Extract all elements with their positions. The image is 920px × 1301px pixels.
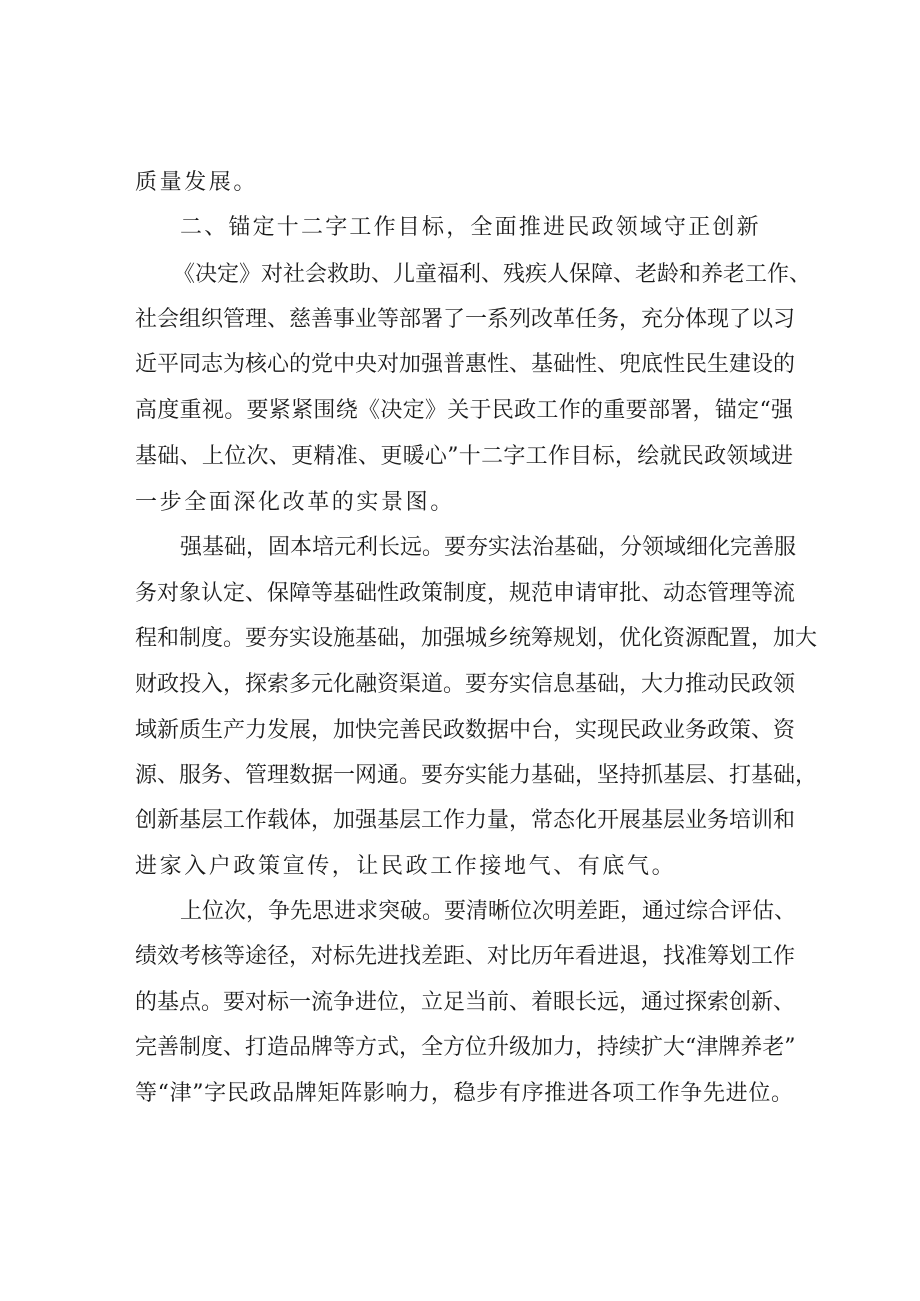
paragraph-line: 上位次，争先思进求突破。要清晰位次明差距，通过综合评估、 bbox=[180, 899, 797, 924]
paragraph-line: 的基点。要对标一流争进位，立足当前、着眼长远，通过探索创新、 bbox=[135, 990, 796, 1015]
paragraph-continuation-line: 质量发展。 bbox=[135, 170, 259, 195]
paragraph-line: 等“津”字民政品牌矩阵影响力，稳步有序推进各项工作争先进位。 bbox=[135, 1081, 793, 1106]
paragraph-line: 绩效考核等途径，对标先进找差距、对比历年看进退，找准筹划工作 bbox=[135, 944, 796, 969]
paragraph-line: 基础、上位次、更精准、更暖心”十二字工作目标，绘就民政领域进 bbox=[135, 444, 793, 469]
paragraph-line: 近平同志为核心的党中央对加强普惠性、基础性、兜底性民生建设的 bbox=[135, 352, 796, 377]
paragraph-line: 强基础，固本培元利长远。要夯实法治基础，分领域细化完善服 bbox=[180, 535, 797, 560]
paragraph-line: 财政投入，探索多元化融资渠道。要夯实信息基础，大力推动民政领 bbox=[135, 672, 796, 697]
paragraph-line: 社会组织管理、慈善事业等部署了一系列改革任务，充分体现了以习 bbox=[135, 307, 796, 332]
paragraph-line: 完善制度、打造品牌等方式，全方位升级加力，持续扩大“津牌养老” bbox=[135, 1035, 796, 1060]
paragraph-line: 创新基层工作载体，加强基层工作力量，常态化开展基层业务培训和 bbox=[135, 808, 796, 833]
paragraph-line: 《决定》对社会救助、儿童福利、残疾人保障、老龄和养老工作、 bbox=[173, 262, 812, 287]
paragraph-line: 域新质生产力发展，加快完善民政数据中台，实现民政业务政策、资 bbox=[135, 718, 796, 743]
paragraph-line: 高度重视。要紧紧围绕《决定》关于民政工作的重要部署，锚定“强 bbox=[135, 398, 793, 423]
paragraph-line: 务对象认定、保障等基础性政策制度，规范申请审批、动态管理等流 bbox=[135, 581, 796, 606]
section-heading: 二、锚定十二字工作目标，全面推进民政领域守正创新 bbox=[180, 215, 761, 240]
paragraph-line: 程和制度。要夯实设施基础，加强城乡统筹规划，优化资源配置，加大 bbox=[135, 626, 818, 651]
paragraph-line: 进家入户政策宣传，让民政工作接地气、有底气。 bbox=[135, 854, 677, 879]
paragraph-line: 源、服务、管理数据一网通。要夯实能力基础，坚持抓基层、打基础， bbox=[135, 763, 818, 788]
paragraph-line: 一步全面深化改革的实景图。 bbox=[135, 490, 455, 515]
